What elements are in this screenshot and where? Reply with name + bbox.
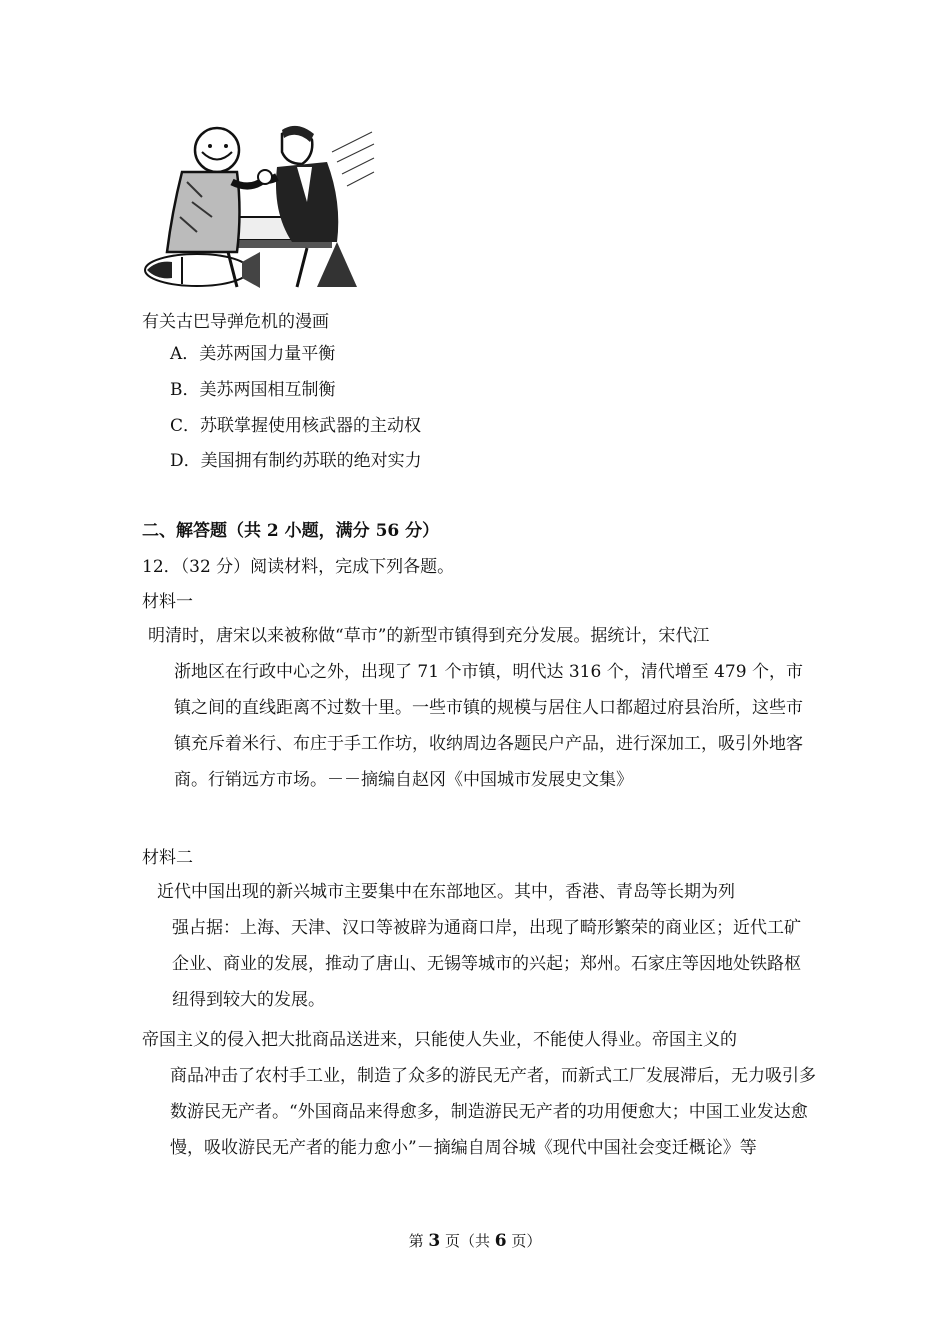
option-c: C．苏联掌握使用核武器的主动权 xyxy=(170,416,422,436)
material1-label: 材料一 xyxy=(142,592,193,612)
option-b: B．美苏两国相互制衡 xyxy=(170,380,336,400)
page-footer xyxy=(0,1230,950,1251)
option-d: D．美国拥有制约苏联的绝对实力 xyxy=(170,451,422,471)
cuban-missile-crisis-cartoon xyxy=(142,122,376,290)
footer-mid: 页（共 xyxy=(440,1232,495,1250)
material2-p2-first-line: 帝国主义的侵入把大批商品送进来，只能使人失业，不能使人得业。帝国主义的 xyxy=(142,1030,737,1050)
footer-prefix: 第 xyxy=(408,1232,429,1250)
section-heading: 二、解答题（共 2 小题，满分 56 分） xyxy=(142,521,440,541)
question-title: 12．（32 分）阅读材料，完成下列各题。 xyxy=(142,557,455,577)
material2-label: 材料二 xyxy=(142,848,193,868)
footer-suffix: 页） xyxy=(506,1232,542,1250)
footer-total-pages: 6 xyxy=(494,1231,507,1251)
material2-paragraph-2 xyxy=(142,1022,822,1166)
material2-p2-rest: 商品冲击了农村手工业，制造了众多的游民无产者，而新式工厂发展滞后，无力吸引多数游民无产者。“外国商品来得愈多，制造游民无产者的功用便愈大；中国工业发达愈慢，吸收游民无产者的能力愈小”－摘编自周谷城《现代中国社会变迁概论》等 xyxy=(170,1066,816,1158)
material1-rest: 浙地区在行政中心之外，出现了 71 个市镇，明代达 316 个，清代增至 479 个，市镇之间的直线距离不过数十里。一些市镇的规模与居住人口都超过府县治所，这些市镇充斥着米行、布庄于手工作坊，收纳周边各题民户产品，进行深加工，吸引外地客商。行销远方市场。－－摘编自赵冈《中国城市发展史文集》 xyxy=(174,662,803,790)
material2-paragraph-1 xyxy=(157,874,817,1018)
material2-p1-first-line: 近代中国出现的新兴城市主要集中在东部地区。其中，香港、青岛等长期为列 xyxy=(157,882,735,902)
material2-p1-rest: 强占据：上海、天津、汉口等被辟为通商口岸，出现了畸形繁荣的商业区；近代工矿企业、商业的发展，推动了唐山、无锡等城市的兴起；郑州。石家庄等因地处铁路枢纽得到较大的发展。 xyxy=(172,918,801,1010)
material1-paragraph xyxy=(148,618,818,798)
footer-page-number: 3 xyxy=(428,1231,441,1251)
material1-first-line: 明清时，唐宋以来被称做“草市”的新型市镇得到充分发展。据统计，宋代江 xyxy=(148,626,710,646)
figure-caption: 有关古巴导弹危机的漫画 xyxy=(142,312,329,332)
option-a: A．美苏两国力量平衡 xyxy=(170,344,336,364)
